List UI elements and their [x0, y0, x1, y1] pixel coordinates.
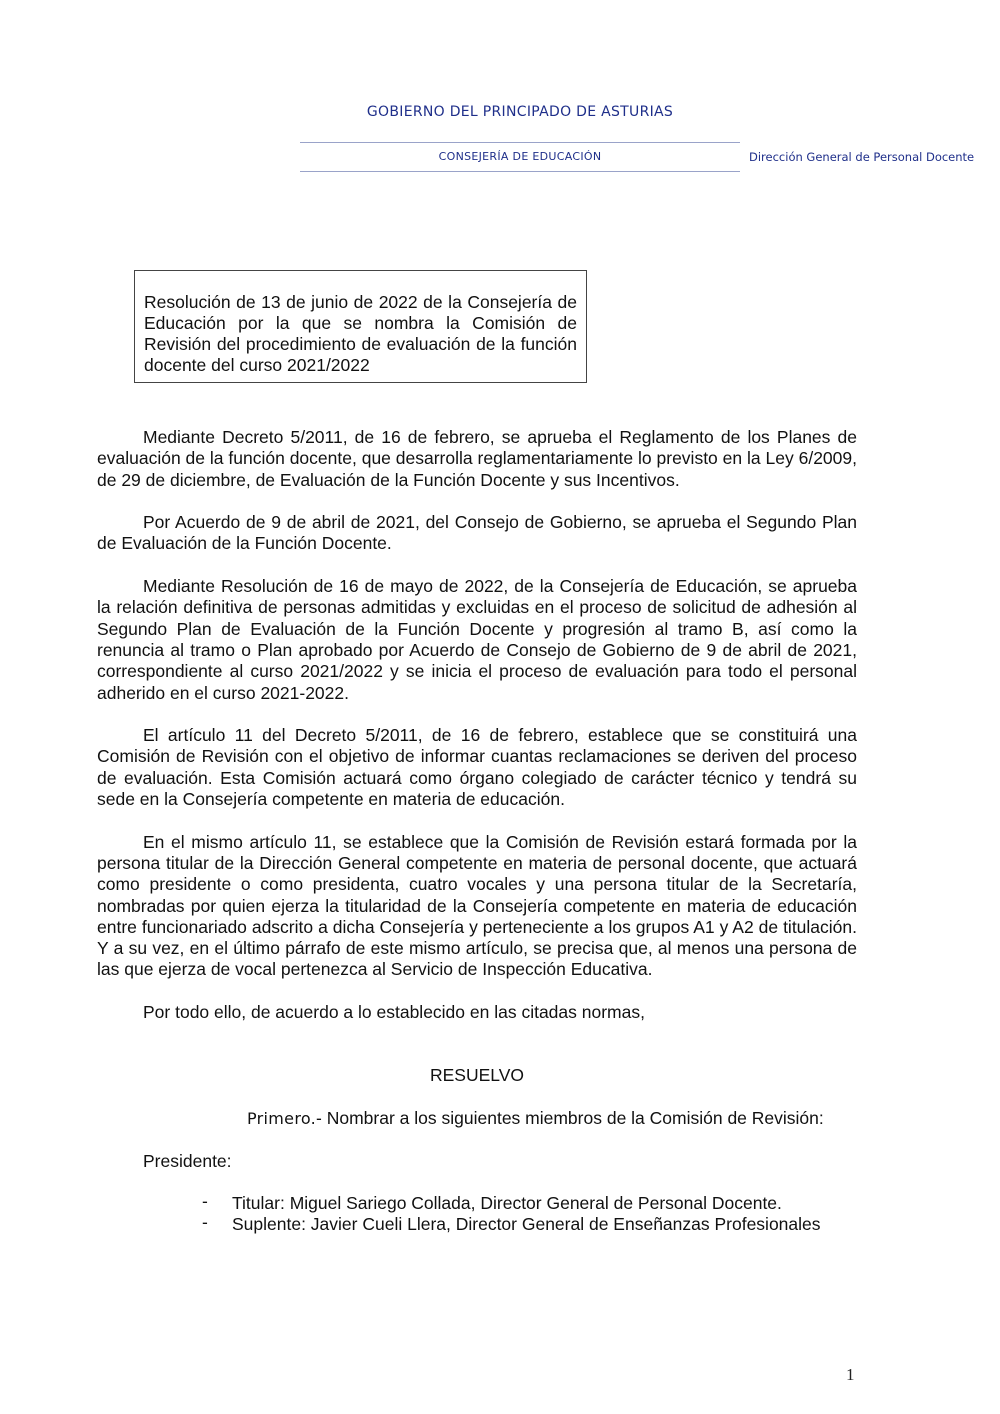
- document-body: [97, 427, 857, 1236]
- president-label: Presidente:: [143, 1150, 232, 1171]
- paragraph-therefore: Por todo ello, de acuerdo a lo establecido en las citadas normas,: [143, 1002, 645, 1023]
- president-members-list: [97, 1193, 857, 1236]
- first-lead: Primero.: [247, 1108, 317, 1128]
- header-rule-bottom: [300, 171, 740, 172]
- member-suplente: Suplente: Javier Cueli Llera, Director General de Enseñanzas Profesionales: [232, 1214, 821, 1235]
- list-item: [97, 1214, 857, 1235]
- list-dash: -: [202, 1191, 208, 1212]
- paragraph-commission-composition: En el mismo artículo 11, se establece que la Comisión de Revisión estará formada por la persona titular de la Dirección General competente en materia de personal docente, que actuará como presidente o como presidenta, cuatro vocales y una persona titular de la Secretaría, nombradas por quien ejerza la titularidad de la Consejería competente en materia de educación entre funcionariado adscrito a dicha Consejería y perteneciente a los grupos A1 y A2 de titulación. Y a su vez, en el último párrafo de este mismo artículo, se precisa que, al menos una persona de las que ejerza de vocal pertenezca al Servicio de Inspección Educativa.: [97, 831, 857, 980]
- page-number: 1: [846, 1365, 855, 1384]
- header-rule-top: [300, 142, 740, 143]
- directorate-name: Dirección General de Personal Docente: [749, 150, 975, 164]
- list-item: [97, 1193, 857, 1214]
- paragraph-article-11: El artículo 11 del Decreto 5/2011, de 16 de febrero, establece que se constituirá una Comisión de Revisión con el objetivo de informar cuantas reclamaciones se deriven del proceso de evaluación. Esta Comisión actuará como órgano colegiado de carácter técnico y tendrá su sede en la Consejería competente en materia de educación.: [97, 725, 857, 810]
- paragraph-agreement: Por Acuerdo de 9 de abril de 2021, del Consejo de Gobierno, se aprueba el Segundo Plan de Evaluación de la Función Docente.: [97, 512, 857, 554]
- first-text: - Nombrar a los siguientes miembros de la Comisión de Revisión:: [316, 1107, 824, 1128]
- government-title: GOBIERNO DEL PRINCIPADO DE ASTURIAS: [366, 104, 674, 120]
- resolves-heading: RESUELVO: [429, 1065, 524, 1086]
- first-resolution: [143, 1108, 857, 1129]
- resolution-summary-box: Resolución de 13 de junio de 2022 de la Consejería de Educación por la que se nombra la Comisión de Revisión del procedimiento de evaluación de la función docente del curso 2021/2022: [134, 270, 587, 383]
- department-name: CONSEJERÍA DE EDUCACIÓN: [438, 150, 602, 163]
- paragraph-decree: Mediante Decreto 5/2011, de 16 de febrero, se aprueba el Reglamento de los Planes de evaluación de la función docente, que desarrolla reglamentariamente lo previsto en la Ley 6/2009, de 29 de diciembre, de Evaluación de la Función Docente y sus Incentivos.: [97, 427, 857, 490]
- list-dash: -: [202, 1212, 208, 1233]
- member-titular: Titular: Miguel Sariego Collada, Director General de Personal Docente.: [232, 1193, 782, 1214]
- paragraph-resolution-may: Mediante Resolución de 16 de mayo de 2022, de la Consejería de Educación, se aprueba la relación definitiva de personas admitidas y excluidas en el proceso de solicitud de adhesión al Segundo Plan de Evaluación de la Función Docente y progresión al tramo B, así como la renuncia al tramo o Plan aprobado por Acuerdo de Consejo de Gobierno de 9 de abril de 2021, correspondiente al curso 2021/2022 y se inicia el proceso de evaluación para todo el personal adherido en el curso 2021-2022.: [97, 576, 857, 703]
